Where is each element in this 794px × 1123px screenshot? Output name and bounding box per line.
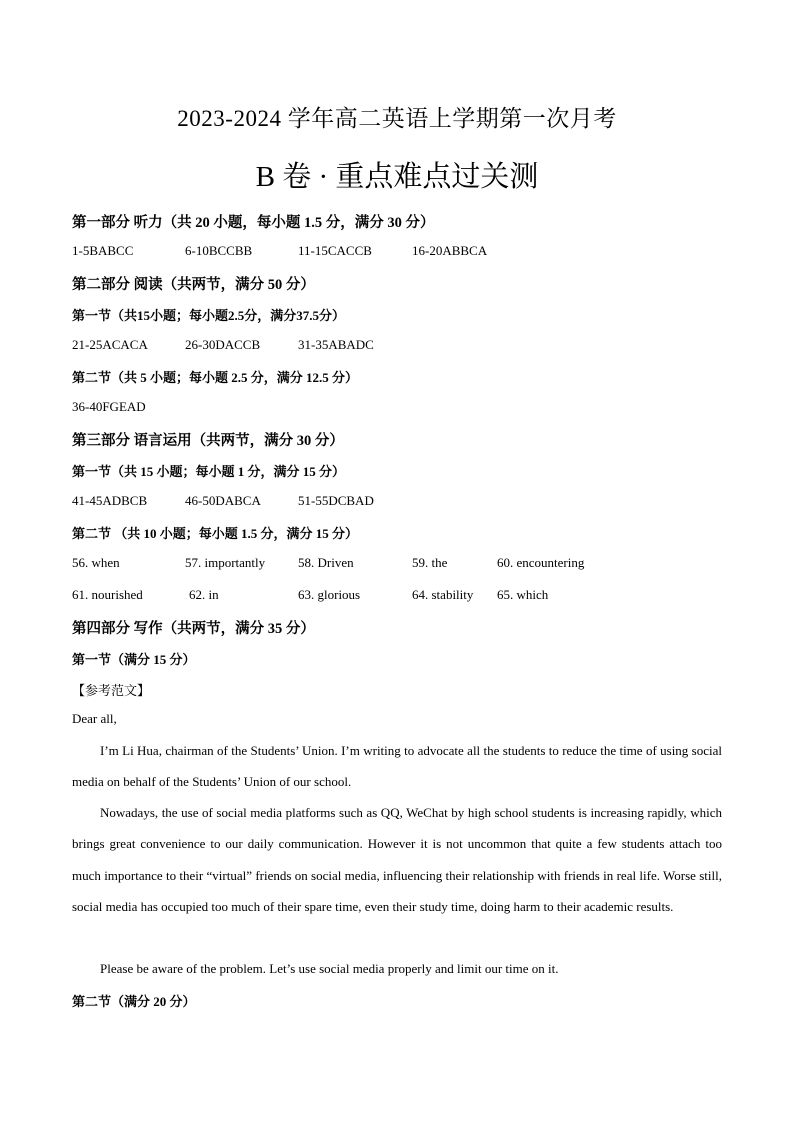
cloze-answer: 64. stability xyxy=(412,587,474,602)
part3-section1-answer: 41-45ADBCB xyxy=(72,493,148,508)
part2-section1-answer: 21-25ACACA xyxy=(72,337,148,352)
cloze-answer: 59. the xyxy=(412,555,448,570)
cloze-answer: 62. in xyxy=(189,587,219,602)
cloze-answer: 56. when xyxy=(72,555,120,570)
page-title: 2023-2024 学年高二英语上学期第一次月考 xyxy=(177,106,617,131)
part3-section2-heading: 第二节 （共 10 小题；每小题 1.5 分，满分 15 分） xyxy=(72,526,359,541)
part2-section2-heading: 第二节（共 5 小题；每小题 2.5 分，满分 12.5 分） xyxy=(72,370,359,385)
cloze-answer: 61. nourished xyxy=(72,587,143,602)
model-essay-label: 【参考范文】 xyxy=(72,683,151,698)
part1-answer: 6-10BCCBB xyxy=(185,243,253,258)
part3-section1-answer: 46-50DABCA xyxy=(185,493,261,508)
cloze-answer: 65. which xyxy=(497,587,549,602)
essay-paragraph: I’m Li Hua, chairman of the Students’ Union. I’m writing to advocate all the students to reduce the time of using social media on behalf of the Students’ Union of our school. xyxy=(72,743,722,790)
part3-heading: 第三部分 语言运用（共两节，满分 30 分） xyxy=(72,433,344,449)
part2-section1-answer: 31-35ABADC xyxy=(298,337,374,352)
essay-paragraph: Please be aware of the problem. Let’s use social media properly and limit our time on it. xyxy=(100,961,559,976)
part2-heading: 第二部分 阅读（共两节，满分 50 分） xyxy=(72,277,315,293)
cloze-answer: 63. glorious xyxy=(298,587,361,602)
essay-greeting: Dear all, xyxy=(72,711,117,726)
part1-answer: 1-5BABCC xyxy=(72,243,134,258)
part4-section2-heading: 第二节（满分 20 分） xyxy=(72,994,196,1009)
part1-answer: 11-15CACCB xyxy=(298,243,372,258)
part1-heading: 第一部分 听力（共 20 小题，每小题 1.5 分，满分 30 分） xyxy=(72,215,435,231)
part2-section1-answer: 26-30DACCB xyxy=(185,337,261,352)
part4-heading: 第四部分 写作（共两节，满分 35 分） xyxy=(72,621,315,637)
essay-paragraph: Nowadays, the use of social media platforms such as QQ, WeChat by high school students is increasing rapidly, which brings great convenience to our daily communication. However it is not uncommon that quite a few students attach too much importance to their “virtual” friends on social media, influencing their relationship with friends in real life. Worse still, social media has occupied too much of their spare time, even their study time, doing harm to their academic results. xyxy=(72,805,722,914)
cloze-answer: 58. Driven xyxy=(298,555,354,570)
part1-answer: 16-20ABBCA xyxy=(412,243,488,258)
cloze-answer: 57. importantly xyxy=(185,555,266,570)
page-subtitle: B 卷 · 重点难点过关测 xyxy=(255,161,539,193)
part2-section1-heading: 第一节（共15小题；每小题2.5分，满分37.5分） xyxy=(72,308,346,323)
part2-section2-answer: 36-40FGEAD xyxy=(72,399,146,414)
part3-section1-heading: 第一节（共 15 小题；每小题 1 分，满分 15 分） xyxy=(72,464,346,479)
part4-section1-heading: 第一节（满分 15 分） xyxy=(72,652,196,667)
cloze-answer: 60. encountering xyxy=(497,555,585,570)
part3-section1-answer: 51-55DCBAD xyxy=(298,493,374,508)
